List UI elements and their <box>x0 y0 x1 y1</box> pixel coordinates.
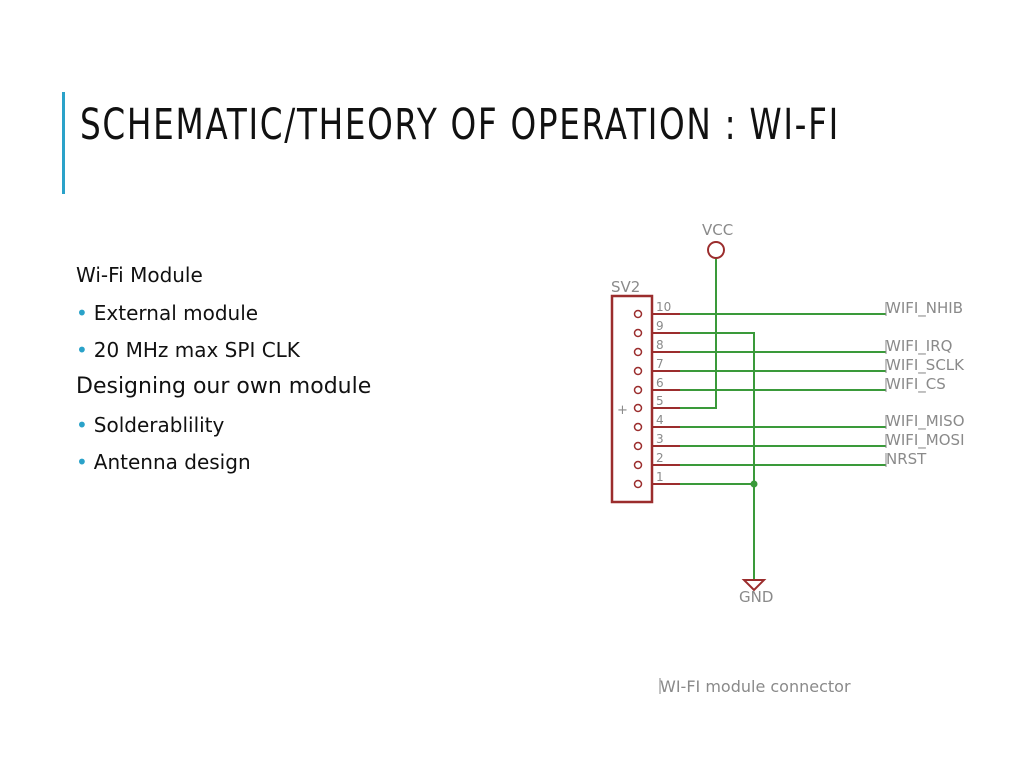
schematic-caption: WI-FI module connector <box>660 677 851 696</box>
net-label-wifi-nhib: WIFI_NHIB <box>886 299 964 317</box>
list-item-text: External module <box>93 301 259 325</box>
pin-numbers <box>656 300 671 484</box>
group-heading: Wi-Fi Module <box>76 263 203 287</box>
net-labels <box>886 299 965 468</box>
connector-body <box>612 296 652 502</box>
pin-circle <box>635 368 642 375</box>
pin-circle <box>635 443 642 450</box>
pin-number: 1 <box>656 470 664 484</box>
pin-circles <box>635 311 642 488</box>
net-label-wifi-miso: WIFI_MISO <box>886 412 965 430</box>
pin-circle <box>635 481 642 488</box>
gnd-label: GND <box>739 588 774 606</box>
pin-number: 4 <box>656 413 664 427</box>
list-item-text: 20 MHz max SPI CLK <box>93 338 300 362</box>
net-label-wifi-mosi: WIFI_MOSI <box>886 431 965 449</box>
vcc-label: VCC <box>702 221 734 239</box>
group-heading: Designing our own module <box>76 374 372 399</box>
list-item-text: Antenna design <box>93 450 251 474</box>
pin-circle <box>635 462 642 469</box>
pin-number: 3 <box>656 432 664 446</box>
net-label-nrst: NRST <box>886 450 927 468</box>
slide-title: SCHEMATIC/THEORY OF OPERATION : WI-FI <box>80 100 840 150</box>
plus-marker: + <box>617 403 628 418</box>
pin-circle <box>635 349 642 356</box>
pin-number: 10 <box>656 300 672 314</box>
connector-name: SV2 <box>611 278 641 296</box>
pin-number: 7 <box>656 357 664 371</box>
pin-circle <box>635 424 642 431</box>
bullet-icon: • <box>76 301 88 325</box>
list-item-text: Solderablility <box>93 413 225 437</box>
pin-number: 5 <box>656 394 664 408</box>
bullet-icon: • <box>76 413 88 437</box>
vcc-symbol <box>708 242 724 258</box>
net-label-wifi-cs: WIFI_CS <box>886 375 946 393</box>
net-label-wifi-irq: WIFI_IRQ <box>886 337 953 355</box>
pin-number: 6 <box>656 376 664 390</box>
net-label-wifi-sclk: WIFI_SCLK <box>886 356 964 374</box>
pin-circle <box>635 330 642 337</box>
pin-number: 2 <box>656 451 664 465</box>
pin-circle <box>635 405 642 412</box>
pin-number: 8 <box>656 338 664 352</box>
pin-circle <box>635 387 642 394</box>
junction-dot <box>751 481 758 488</box>
pin-number: 9 <box>656 319 664 333</box>
bullet-icon: • <box>76 450 88 474</box>
wires <box>680 258 886 580</box>
pin-circle <box>635 311 642 318</box>
bullet-icon: • <box>76 338 88 362</box>
